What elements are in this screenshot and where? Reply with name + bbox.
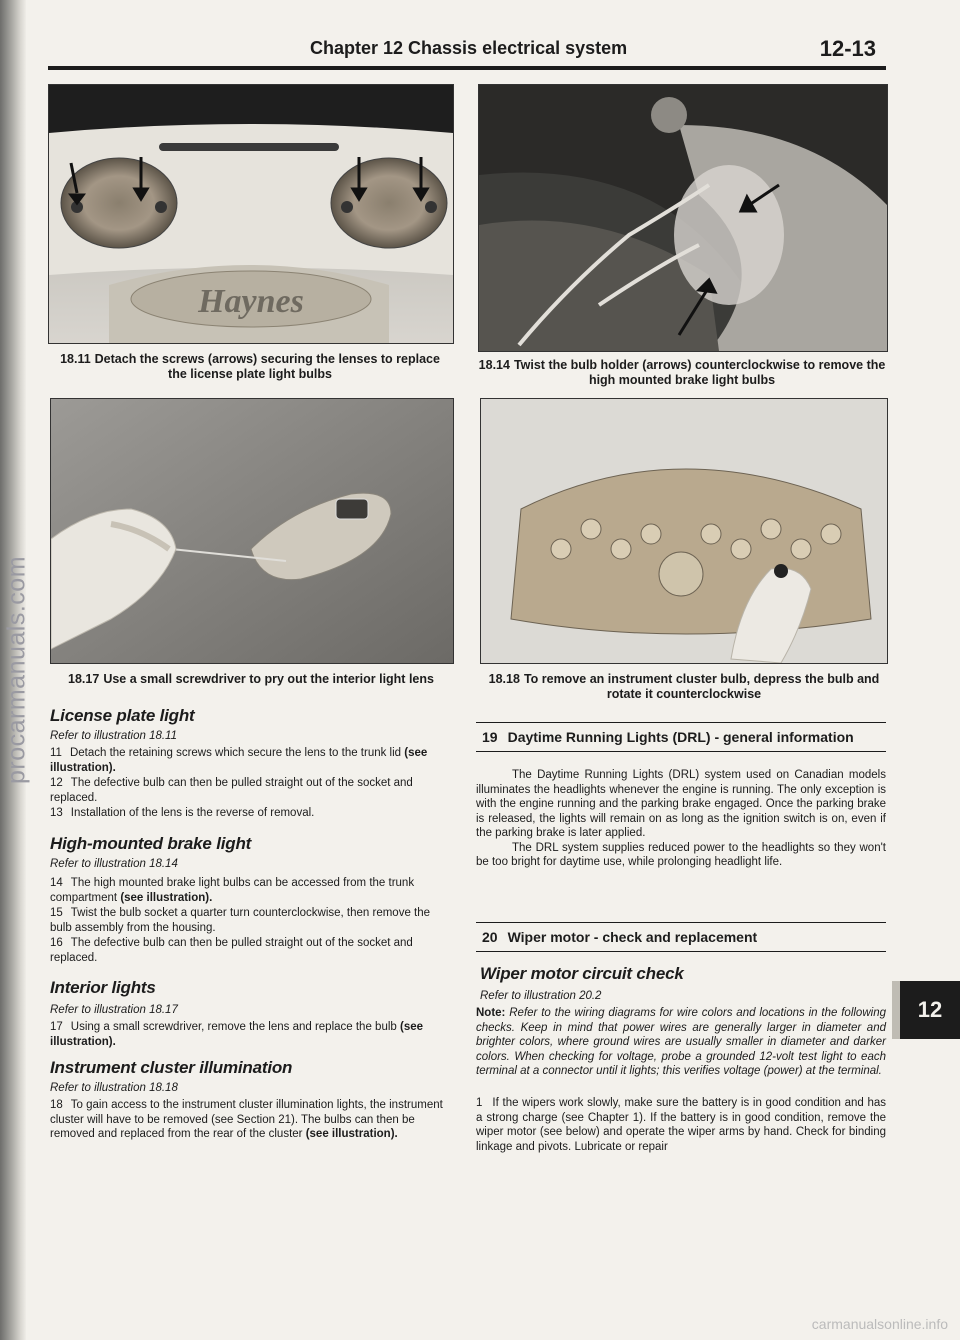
heading-license-plate-light: License plate light: [50, 706, 195, 725]
side-watermark: procarmanuals.com: [2, 555, 31, 785]
refer-20-2: Refer to illustration 20.2: [480, 990, 602, 1002]
footer-watermark: carmanualsonline.info: [811, 1316, 948, 1332]
refer-18-18: Refer to illustration 18.18: [50, 1082, 178, 1094]
heading-instrument-cluster-illumination: Instrument cluster illumination: [50, 1058, 293, 1077]
para-17: 17 Using a small screwdriver, remove the lens and replace the bulb (see illustration).: [50, 1021, 424, 1048]
wiper-note: Note: Refer to the wiring diagrams for wire colors and locations in the following checks. Keep in mind that power wires are generally larger in diameter and brighter colors, where ground wires are usually smaller in diameter and darker colors. When checking for voltage, probe a grounded 12-volt test light to each terminal at a connector until it lights; this verifies voltage (power) at the terminal.: [476, 1007, 886, 1077]
section-19-heading: 19 Daytime Running Lights (DRL) - general information: [476, 722, 886, 752]
refer-18-14: Refer to illustration 18.14: [50, 858, 178, 870]
photo-instrument-cluster: [480, 398, 888, 664]
drl-paragraph-2: The DRL system supplies reduced power to the headlights so they won't be too bright for daytime use, while prolonging headlight life.: [476, 841, 886, 868]
para-16: 16 The defective bulb can then be pulled straight out of the socket and replaced.: [50, 937, 413, 964]
para-11: 11 Detach the retaining screws which secure the lens to the trunk lid (see illustration).: [50, 747, 428, 774]
caption-18-18: 18.18 To remove an instrument cluster bulb, depress the bulb and rotate it counterclockwise: [488, 672, 880, 701]
photo-interior-light-lens: [50, 398, 454, 664]
photo-brake-light-bulbs: [478, 84, 888, 352]
heading-wiper-motor-circuit-check: Wiper motor circuit check: [480, 964, 684, 983]
caption-18-11: 18.11 Detach the screws (arrows) securing the lenses to replace the license plate light bulbs: [60, 352, 440, 381]
section-19-body: [476, 768, 886, 870]
caption-18-17: 18.17 Use a small screwdriver to pry out the interior light lens: [68, 672, 434, 686]
para-14: 14 The high mounted brake light bulbs can be accessed from the trunk compartment (see illustration).: [50, 877, 415, 904]
header-rule: [48, 66, 886, 70]
section-20-heading: 20 Wiper motor - check and replacement: [476, 922, 886, 952]
refer-18-11: Refer to illustration 18.11: [50, 730, 177, 742]
page-number: 12-13: [819, 36, 876, 61]
wiper-paragraph-1: 1 If the wipers work slowly, make sure the battery is in good condition and has a strong charge (see Chapter 1). If the battery is in good condition, remove the wiper motor (see below) and operate the wiper arms by hand. Check for binding linkage and pivots. Lubricate or repair: [476, 1097, 886, 1153]
chapter-tab: 12: [900, 981, 960, 1039]
para-12: 12 The defective bulb can then be pulled straight out of the socket and replaced.: [50, 777, 413, 804]
chapter-title: Chapter 12 Chassis electrical system: [310, 38, 628, 58]
drl-paragraph-1: The Daytime Running Lights (DRL) system used on Canadian models illuminates the headlights whenever the engine is running. The only exception is with the engine running and the parking brake engaged. Once the parking brake is released, the lights will remain on as long as the ignition switch is on, even if the parking brake is later applied.: [476, 769, 886, 839]
para-18: 18 To gain access to the instrument cluster illumination lights, the instrument cluster will have to be removed (see Section 21). The bulbs can then be removed and replaced from the rear of the cluster (see illustration).: [50, 1099, 443, 1140]
haynes-logo: Haynes: [198, 283, 304, 320]
photo-license-plate-lights: [48, 84, 454, 344]
refer-18-17: Refer to illustration 18.17: [50, 1004, 178, 1016]
para-15: 15 Twist the bulb socket a quarter turn counterclockwise, then remove the bulb assembly from the housing.: [50, 907, 431, 934]
para-13: 13 Installation of the lens is the reverse of removal.: [50, 807, 315, 819]
heading-interior-lights: Interior lights: [50, 978, 156, 997]
heading-high-mounted-brake-light: High-mounted brake light: [50, 834, 252, 853]
caption-18-14: 18.14 Twist the bulb holder (arrows) counterclockwise to remove the high mounted brake light bulbs: [478, 358, 886, 387]
page-header: [48, 34, 886, 70]
chapter-tab-shadow: [892, 981, 900, 1039]
